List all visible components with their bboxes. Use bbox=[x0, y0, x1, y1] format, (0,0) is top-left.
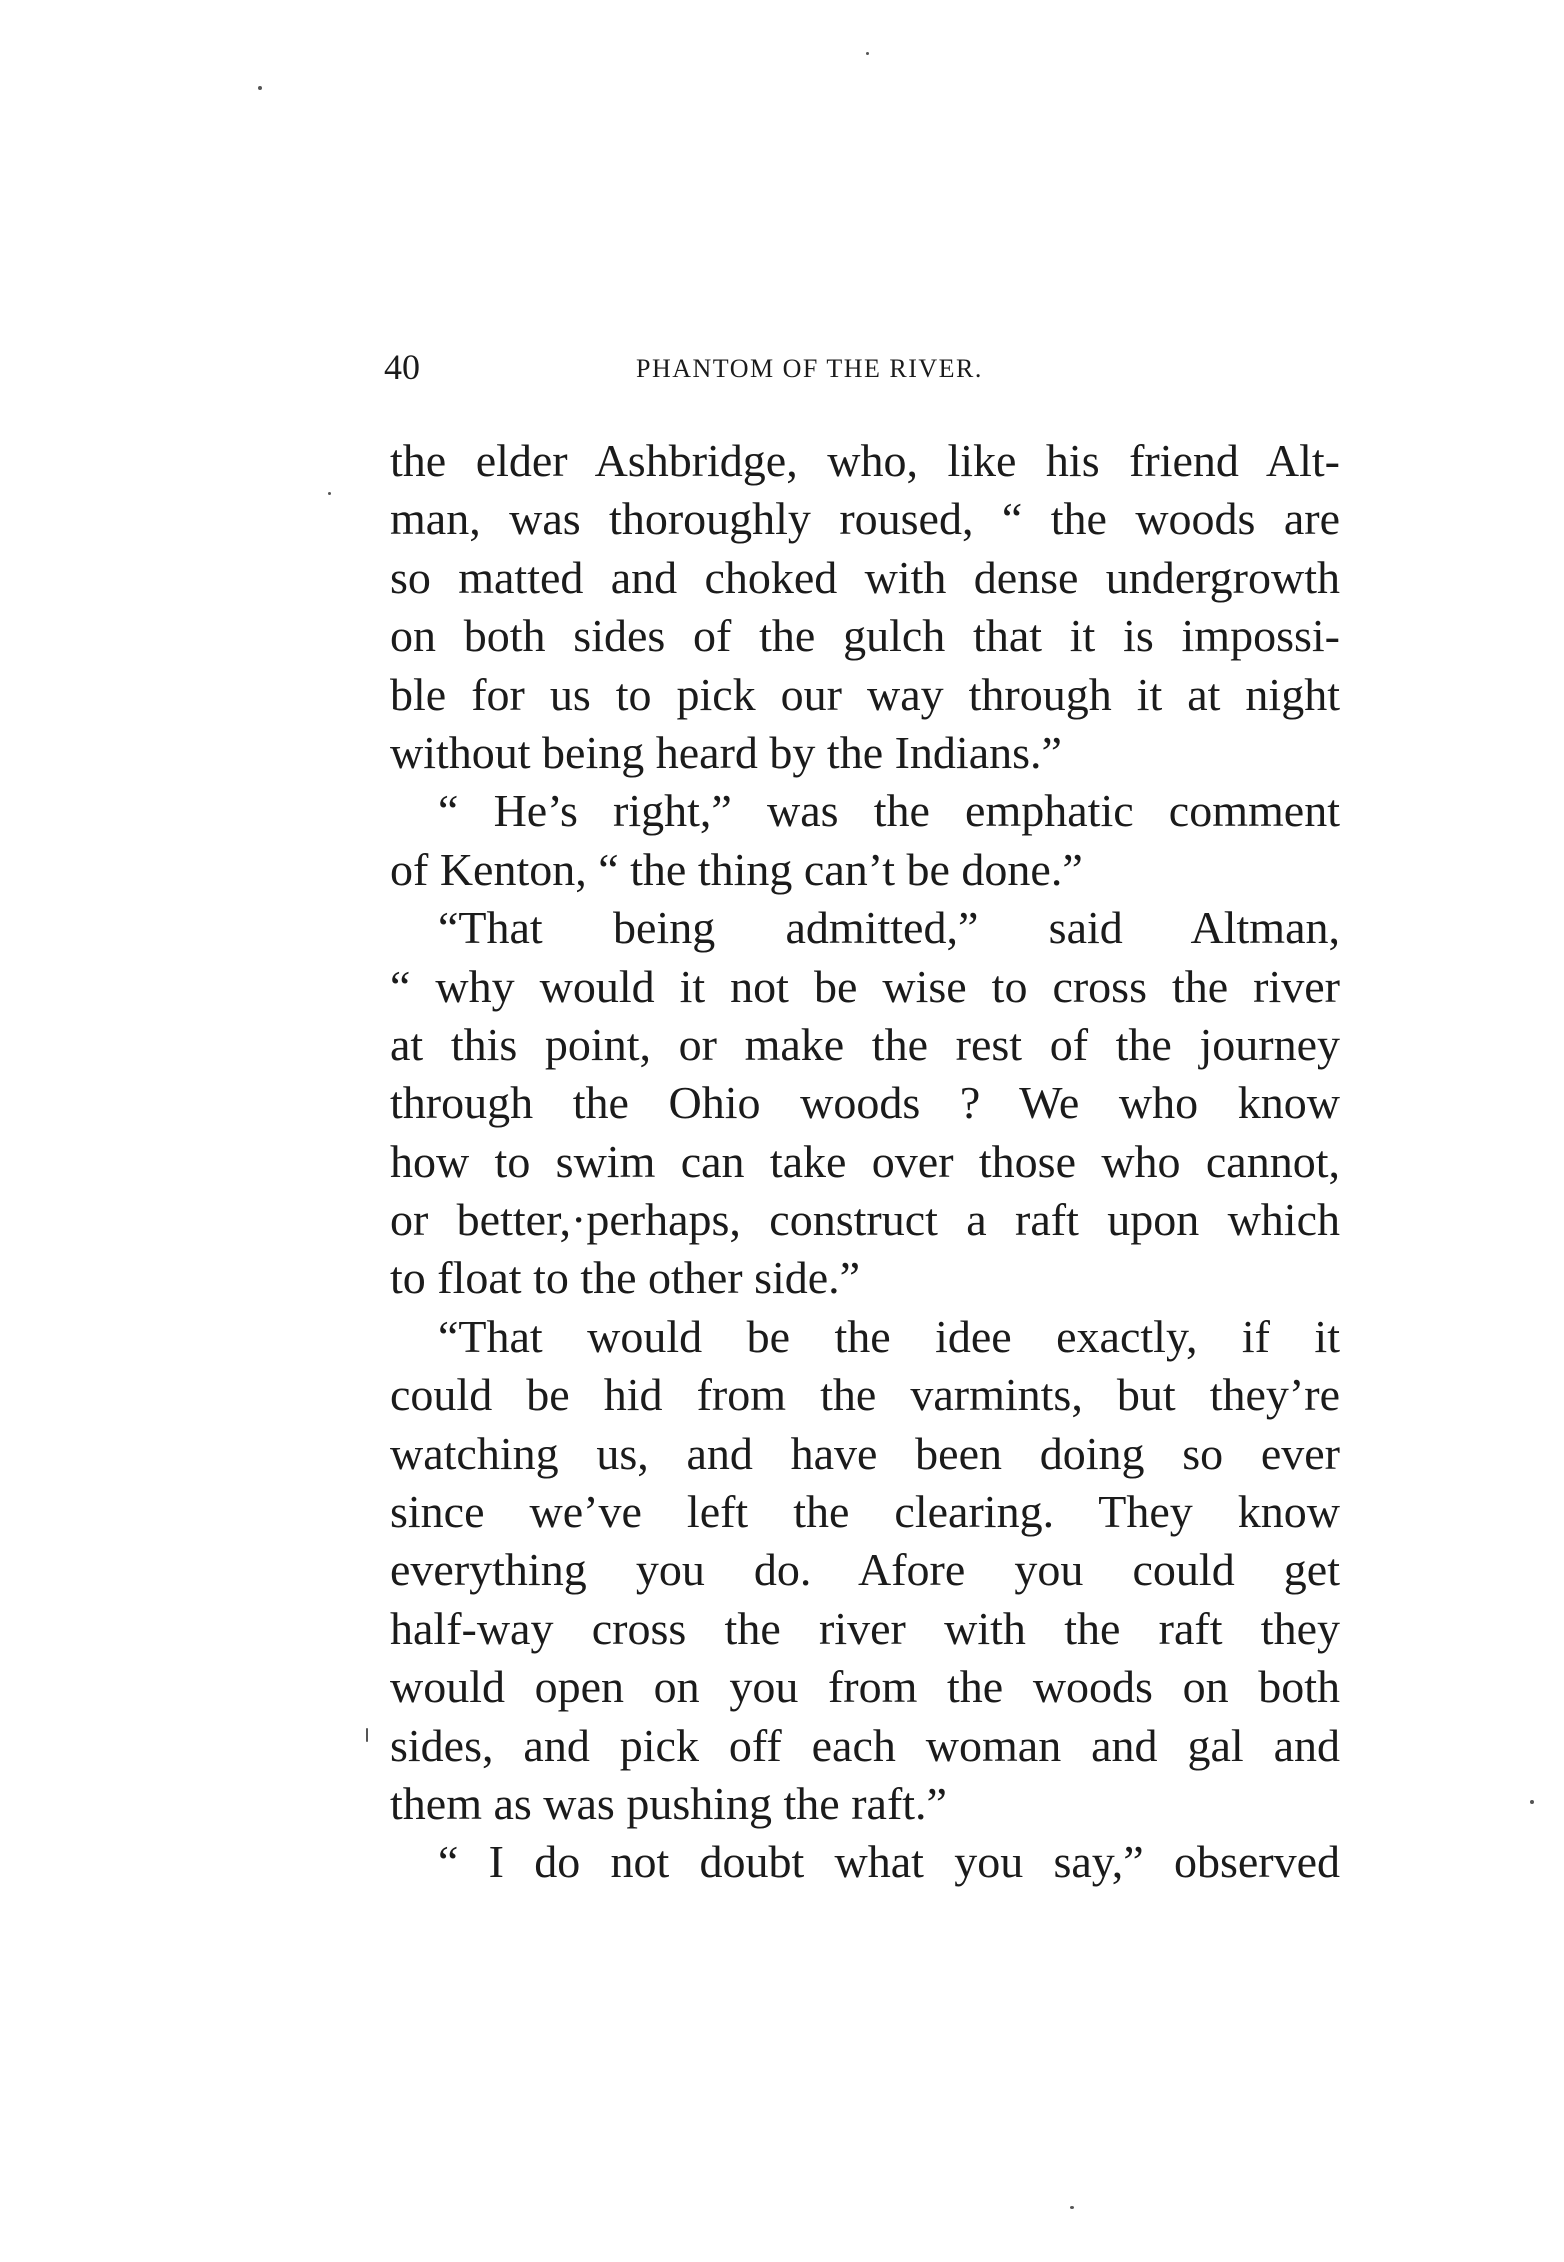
text-line: without being heard by the Indians.” bbox=[390, 726, 1062, 778]
text-line: through the Ohio woods ? We who know bbox=[390, 1077, 1340, 1129]
text-line: so matted and choked with dense undergrowth bbox=[390, 551, 1340, 603]
running-head bbox=[384, 345, 1094, 395]
page-number: 40 bbox=[384, 347, 420, 387]
scan-speck bbox=[866, 52, 869, 55]
text-line: “ why would it not be wise to cross the river bbox=[390, 960, 1340, 1012]
running-title: PHANTOM OF THE RIVER. bbox=[636, 354, 983, 383]
text-line: “That being admitted,” said Altman, bbox=[438, 902, 1340, 954]
text-line: half-way cross the river with the raft they bbox=[390, 1602, 1340, 1654]
scan-speck bbox=[328, 492, 331, 495]
text-line: could be hid from the varmints, but they’re bbox=[390, 1369, 1340, 1421]
text-line: at this point, or make the rest of the journey bbox=[390, 1018, 1340, 1070]
text-line: would open on you from the woods on both bbox=[390, 1661, 1340, 1713]
text-line: since we’ve left the clearing. They know bbox=[390, 1486, 1340, 1538]
text-line: sides, and pick off each woman and gal and bbox=[390, 1719, 1340, 1771]
text-line: ble for us to pick our way through it at night bbox=[390, 668, 1340, 720]
text-line: “ He’s right,” was the emphatic comment bbox=[438, 785, 1340, 837]
scan-speck bbox=[1070, 2206, 1074, 2209]
text-line: how to swim can take over those who cannot, bbox=[390, 1135, 1340, 1187]
text-line: on both sides of the gulch that it is impossi- bbox=[390, 610, 1340, 662]
body-text bbox=[390, 432, 1340, 1892]
text-line: or better,·perhaps, construct a raft upon which bbox=[390, 1194, 1340, 1246]
text-line: the elder Ashbridge, who, like his friend Alt- bbox=[390, 435, 1340, 486]
text-line: everything you do. Afore you could get bbox=[390, 1544, 1340, 1596]
scan-speck bbox=[1530, 1800, 1534, 1804]
scan-speck bbox=[366, 1728, 368, 1742]
text-line: of Kenton, “ the thing can’t be done.” bbox=[390, 843, 1083, 895]
text-line: to float to the other side.” bbox=[390, 1252, 861, 1304]
text-line: watching us, and have been doing so ever bbox=[390, 1427, 1340, 1479]
text-line: them as was pushing the raft.” bbox=[390, 1777, 947, 1829]
text-line: man, was thoroughly roused, “ the woods are bbox=[390, 493, 1340, 545]
text-line: “ I do not doubt what you say,” observed bbox=[438, 1836, 1340, 1888]
text-line: “That would be the idee exactly, if it bbox=[438, 1310, 1340, 1362]
scan-speck bbox=[258, 86, 262, 90]
